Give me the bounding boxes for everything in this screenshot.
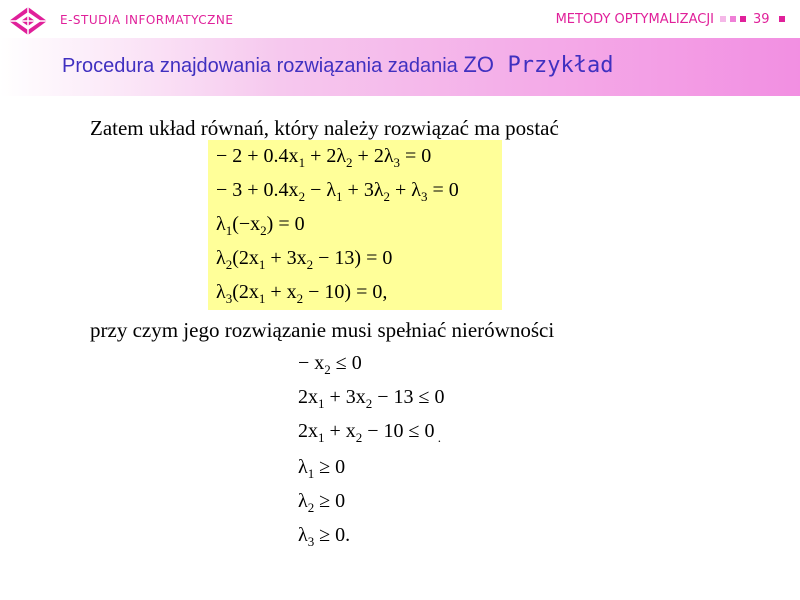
inequality-2: $2x_1 + 3x_2 - 13 \le 0$ [298, 386, 445, 411]
square-icon [779, 16, 785, 22]
inequality-3: $2x_1 + x_2 - 10 \le 0$ $_.$ [298, 420, 442, 445]
square-icon [720, 16, 726, 22]
page-number: 39 [753, 12, 770, 27]
equation-2: − $3 + 0.4x_2 - \lambda_1 + 3\lambda_2 + \lambda_3 = 0$ [216, 179, 459, 204]
square-icon [740, 16, 746, 22]
equation-1: − $2 + 0.4x_1 + 2\lambda_2 + 2\lambda_3 = 0$ [216, 145, 432, 170]
title-tag: Przykład [507, 53, 614, 78]
equation-4: $\lambda_2(2x_1 + 3x_2 - 13) = 0$ [216, 247, 393, 272]
slide-title [62, 52, 613, 78]
equation-3: $\lambda_1(-x_2) = 0$ [216, 213, 305, 238]
inequality-5: $\lambda_2 \ge 0$ [298, 490, 346, 515]
title-main: Procedura znajdowania rozwiązania zadania [62, 55, 458, 77]
equation-5: $\lambda_3(2x_1 + x_2 - 10) = 0$, [216, 281, 388, 306]
square-icon [730, 16, 736, 22]
course-title: METODY OPTYMALIZACJI [555, 12, 714, 27]
brand-name: E-STUDIA INFORMATYCZNE [60, 13, 234, 27]
intro-text: Zatem układ równań, który należy rozwiązać ma postać [90, 116, 559, 140]
inequality-1: − $x_2 \le 0$ [298, 352, 362, 377]
logo-icon [8, 6, 48, 36]
conditions-intro: przy czym jego rozwiązanie musi spełniać nierówności [90, 318, 555, 342]
page-indicator-squares [720, 14, 750, 24]
title-zo: ZO [463, 52, 494, 77]
inequality-4: $\lambda_1 \ge 0$ [298, 456, 346, 481]
inequality-6: $\lambda_3 \ge 0$. [298, 524, 351, 549]
